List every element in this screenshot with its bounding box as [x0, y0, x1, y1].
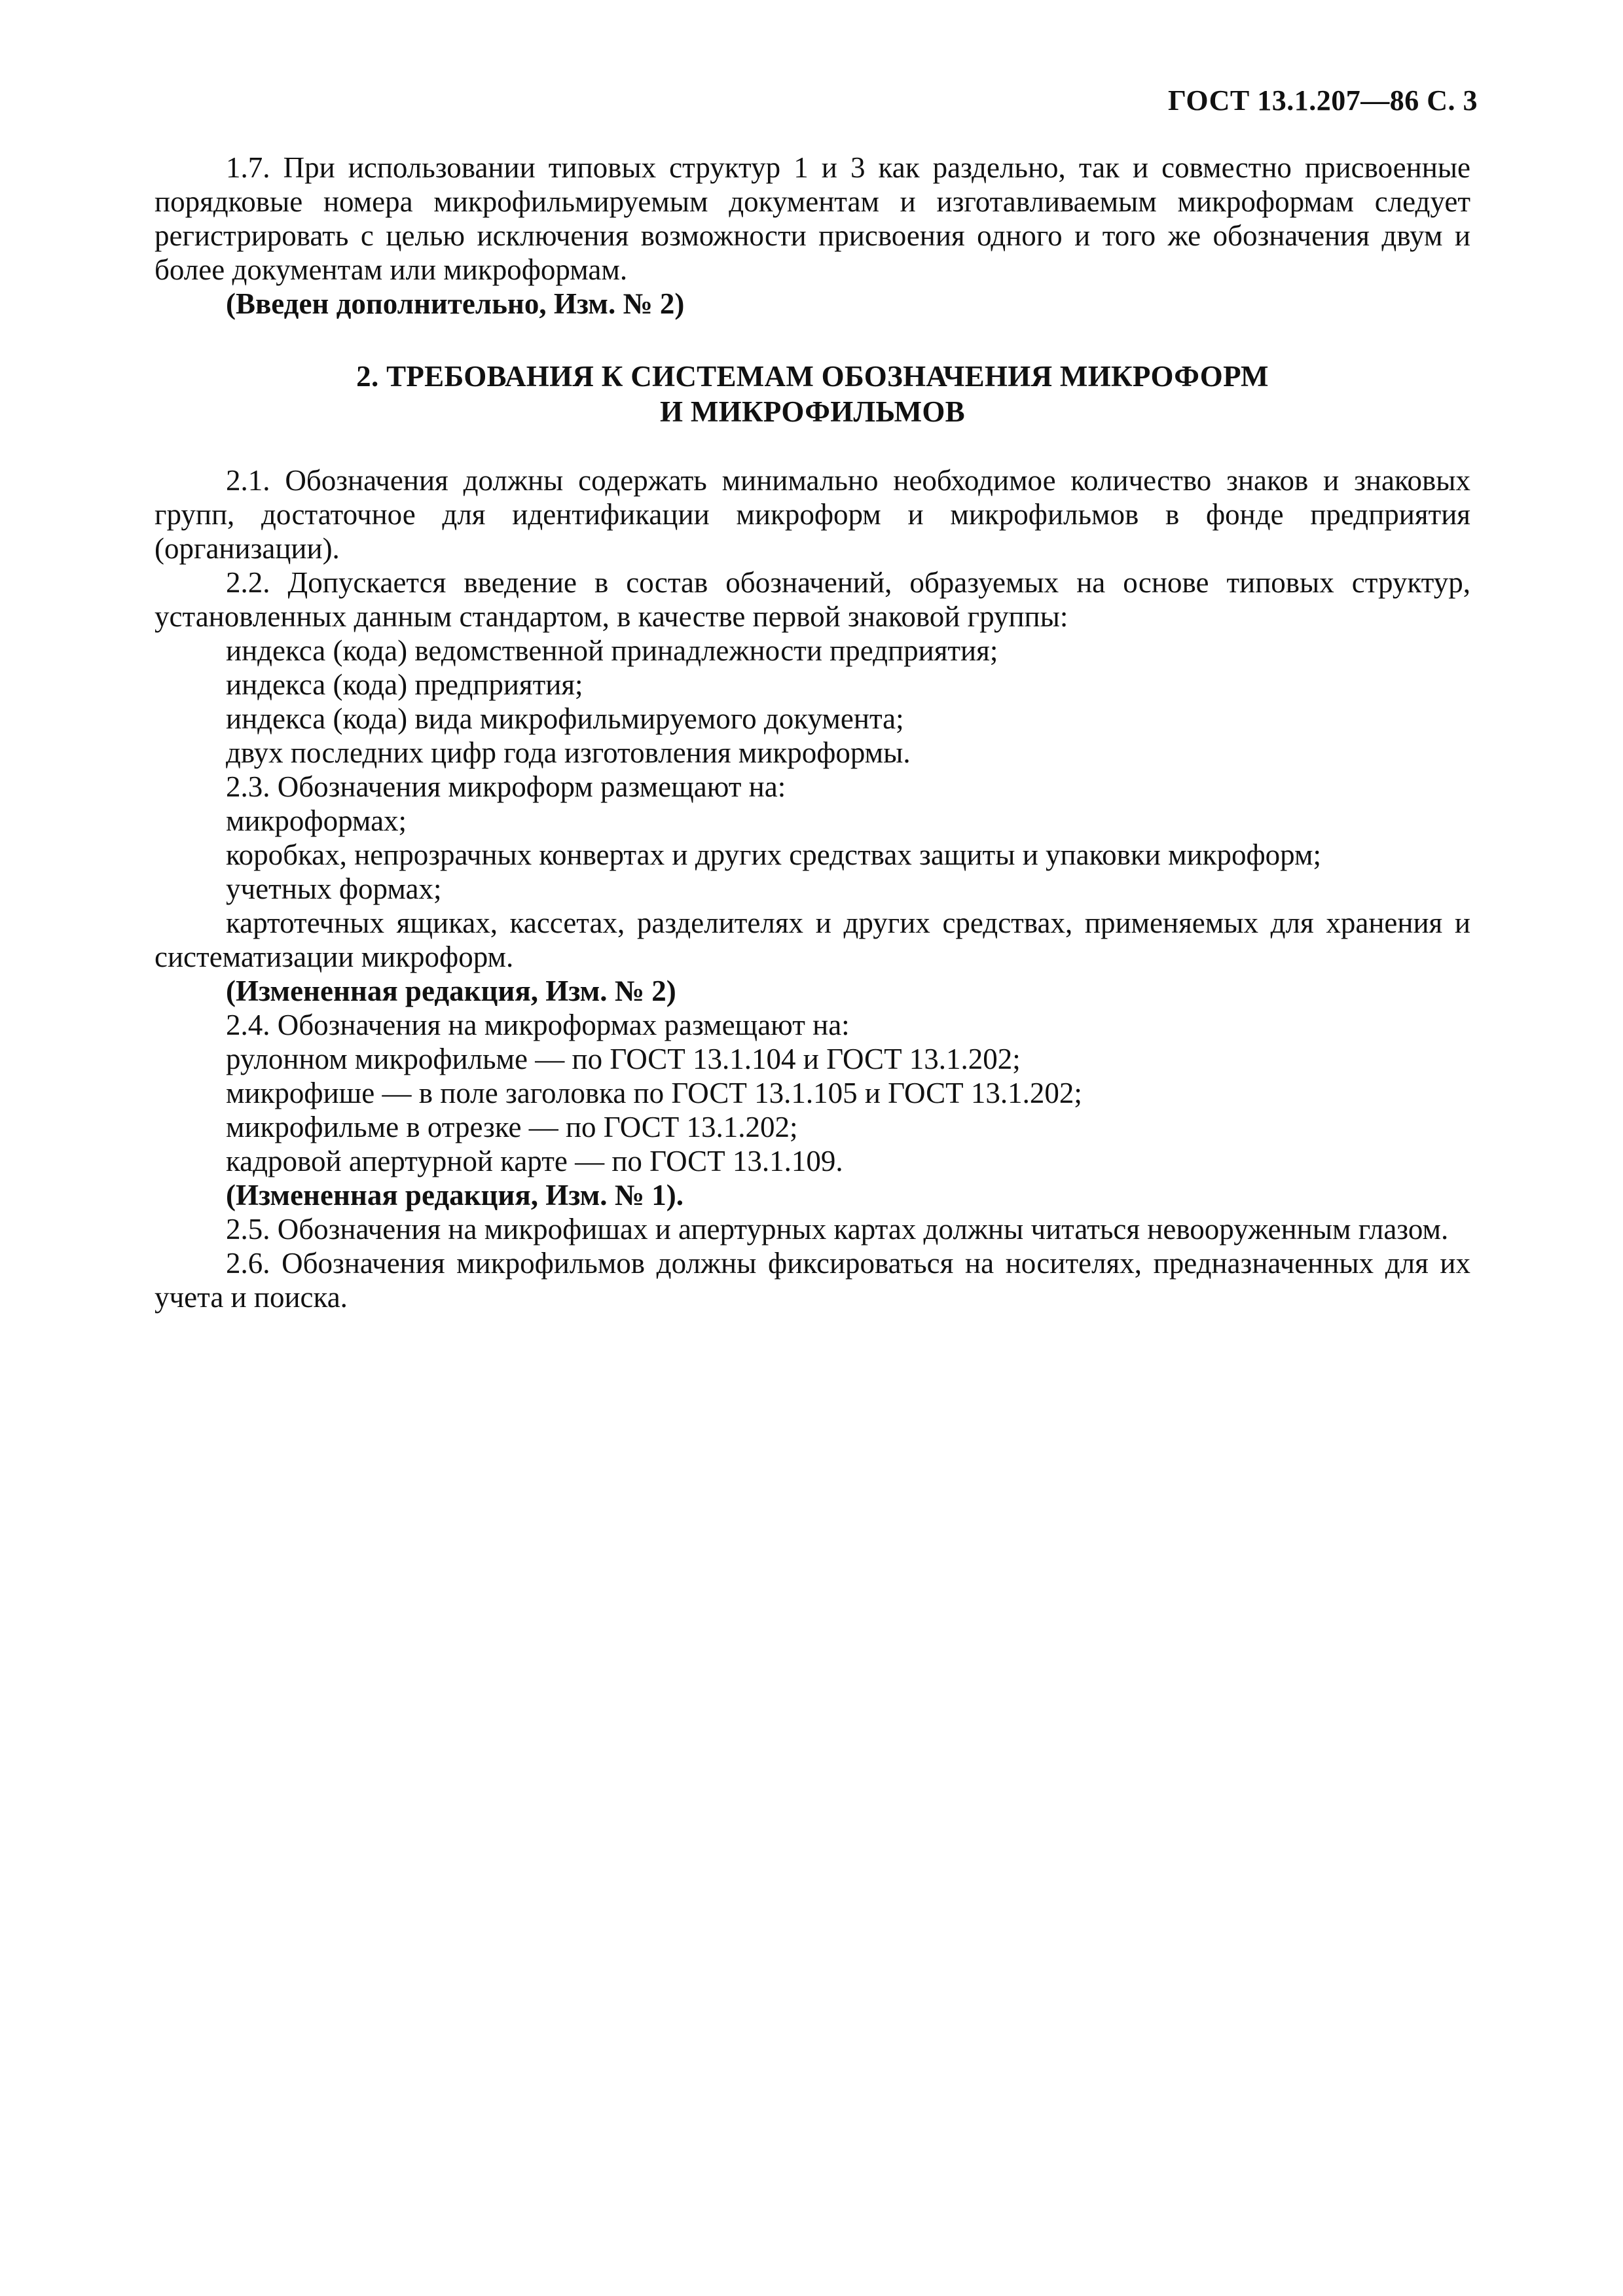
section-2-title-line-1: 2. ТРЕБОВАНИЯ К СИСТЕМАМ ОБОЗНАЧЕНИЯ МИКРОФОРМ [356, 360, 1269, 393]
list-item: индекса (кода) предприятия; [226, 668, 583, 701]
document-body [155, 151, 1470, 1314]
paragraph-2-1: 2.1. Обозначения должны содержать минимально необходимое количество знаков и знаковых групп, достаточное для идентификации микроформ и микрофильмов в фонде предприятия (организации). [155, 464, 1470, 565]
section-2-title-line-2: И МИКРОФИЛЬМОВ [660, 395, 965, 428]
list-item: индекса (кода) вида микрофильмируемого документа; [226, 702, 904, 735]
paragraph-2-5: 2.5. Обозначения на микрофишах и апертурных картах должны читаться невооруженным глазом. [226, 1213, 1449, 1246]
paragraph-2-6: 2.6. Обозначения микрофильмов должны фиксироваться на носителях, предназначенных для их учета и поиска. [155, 1247, 1470, 1314]
amendment-note-1-7: (Введен дополнительно, Изм. № 2) [226, 287, 685, 320]
paragraph-2-2: 2.2. Допускается введение в состав обозначений, образуемых на основе типовых структур, установленных данным стандартом, в качестве первой знаковой группы: [155, 566, 1470, 633]
list-item: микрофише — в поле заголовка по ГОСТ 13.1.105 и ГОСТ 13.1.202; [226, 1077, 1082, 1109]
list-item: микроформах; [226, 804, 407, 837]
list-item: микрофильме в отрезке — по ГОСТ 13.1.202; [226, 1111, 798, 1143]
section-2-title [155, 359, 1470, 429]
list-item: рулонном микрофильме — по ГОСТ 13.1.104 и ГОСТ 13.1.202; [226, 1043, 1021, 1075]
amendment-note-2-4: (Измененная редакция, Изм. № 1). [226, 1179, 684, 1211]
list-item: учетных формах; [226, 872, 442, 905]
amendment-note-2-3: (Измененная редакция, Изм. № 2) [226, 975, 676, 1007]
paragraph-2-4: 2.4. Обозначения на микроформах размещают на: [226, 1009, 850, 1041]
paragraph-1-7: 1.7. При использовании типовых структур 1 и 3 как раздельно, так и совместно присвоенные порядковые номера микрофильмируемым документам и изготавливаемым микроформам следует регистрировать с целью исключения возможности присвоения одного и того же обозначения двум и более документам или микроформам. [155, 151, 1470, 286]
list-item: кадровой апертурной карте — по ГОСТ 13.1.109. [226, 1145, 843, 1177]
list-item: индекса (кода) ведомственной принадлежности предприятия; [226, 634, 998, 667]
paragraph-2-3: 2.3. Обозначения микроформ размещают на: [226, 770, 786, 803]
list-item: коробках, непрозрачных конвертах и других средствах защиты и упаковки микроформ; [226, 838, 1321, 871]
list-item: двух последних цифр года изготовления микроформы. [226, 736, 911, 769]
running-header: ГОСТ 13.1.207—86 С. 3 [1167, 84, 1478, 117]
list-item: картотечных ящиках, кассетах, разделителях и других средствах, применяемых для хранения и систематизации микроформ. [155, 906, 1470, 973]
